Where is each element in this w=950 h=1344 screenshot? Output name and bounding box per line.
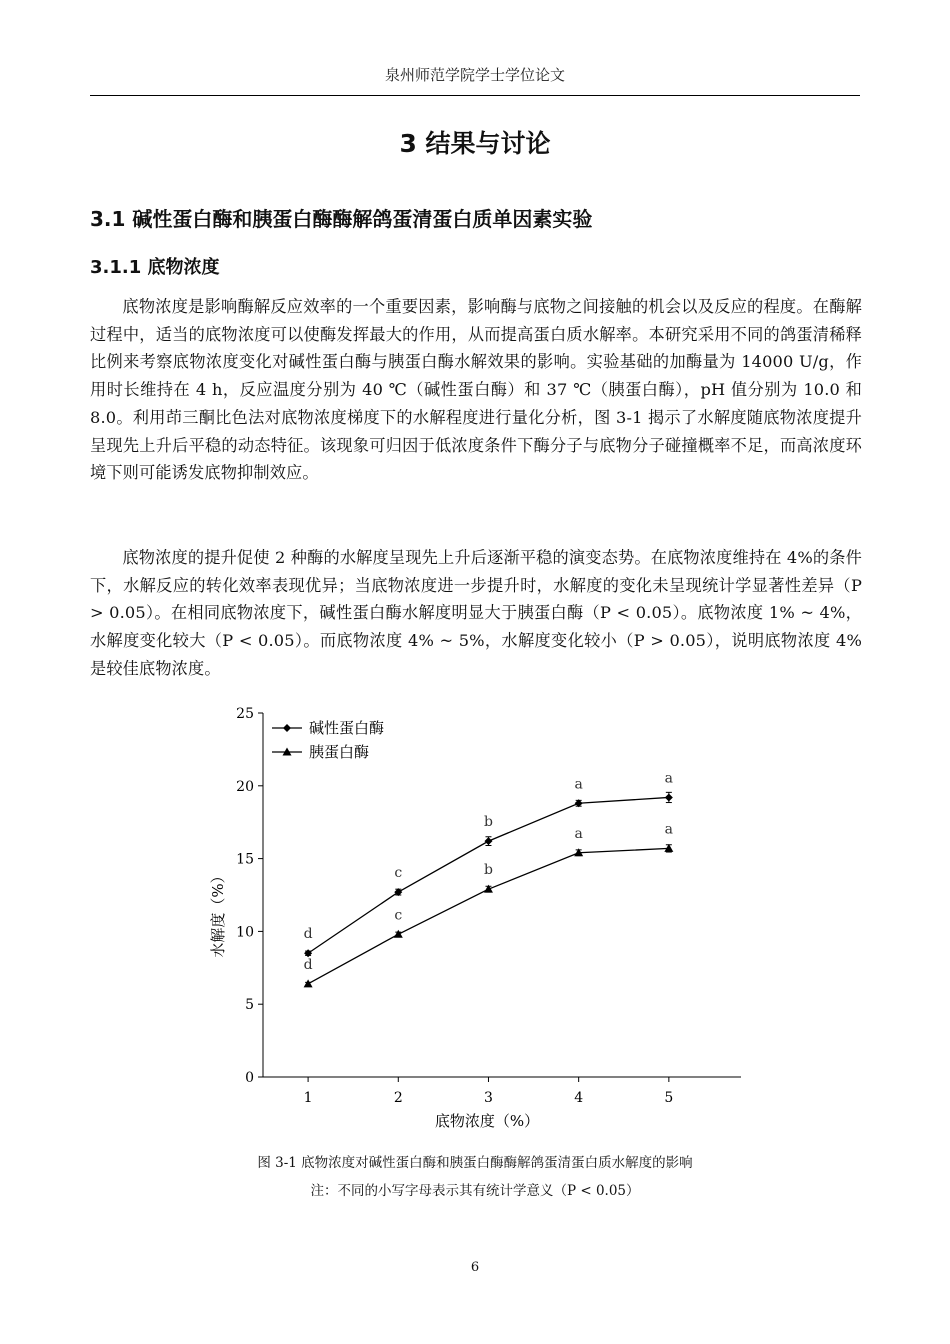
data-point-1 xyxy=(665,793,673,801)
significance-label: a xyxy=(664,770,674,787)
body-paragraph-1: 底物浓度是影响酶解反应效率的一个重要因素，影响酶与底物之间接触的机会以及反应的程度。在酶解过程中，适当的底物浓度可以使酶发挥最大的作用，从而提高蛋白质水解率。本研究采用不同的鸽蛋清稀释比例来考察底物浓度变化对碱性蛋白酶与胰蛋白酶水解效果的影响。实验基础的加酶量为 14000 U/g，作用时长维持在 4 h，反应温度分别为 40 ℃（碱性蛋白酶）和 37 ℃（胰蛋白酶），pH 值分别为 10.0 和 8.0。利用茚三酮比色法对底物浓度梯度下的水解程度进行量化分析，图 3-1 揭示了水解度随底物浓度提升呈现先上升后平稳的动态特征。该现象可归因于低浓度条件下酶分子与底物分子碰撞概率不足，而高浓度环境下则可能诱发底物抑制效应。 xyxy=(90,297,862,483)
figure-caption: 图 3-1 底物浓度对碱性蛋白酶和胰蛋白酶酶解鸽蛋清蛋白质水解度的影响 xyxy=(257,1155,693,1171)
section-title: 3.1 碱性蛋白酶和胰蛋白酶酶解鸽蛋清蛋白质单因素实验 xyxy=(90,207,593,231)
x-tick-label: 5 xyxy=(664,1090,674,1106)
page-header: 泉州师范学院学士学位论文 xyxy=(384,66,565,84)
significance-label: d xyxy=(303,956,313,973)
subsection-title: 3.1.1 底物浓度 xyxy=(90,257,220,278)
legend-label: 胰蛋白酶 xyxy=(309,743,370,761)
body-paragraph-2: 底物浓度的提升促使 2 种酶的水解度呈现先上升后逐渐平稳的演变态势。在底物浓度维持在 4%的条件下，水解反应的转化效率表现优异；当底物浓度进一步提升时，水解度的变化未呈现统计学显著性差异（P > 0.05）。在相同底物浓度下，碱性蛋白酶水解度明显大于胰蛋白酶（P < 0.05）。底物浓度 1% ~ 4%，水解度变化较大（P < 0.05）。而底物浓度 4% ~ 5%，水解度变化较小（P > 0.05），说明底物浓度 4%是较佳底物浓度。 xyxy=(90,548,862,678)
x-axis-label: 底物浓度（%） xyxy=(434,1112,540,1130)
x-tick-label: 4 xyxy=(574,1090,584,1106)
y-axis-label: 水解度（%） xyxy=(209,868,227,958)
significance-label: a xyxy=(574,825,583,842)
y-tick-label: 15 xyxy=(236,851,254,868)
legend-marker xyxy=(283,724,291,732)
significance-label: b xyxy=(483,862,493,879)
data-point-2 xyxy=(394,930,403,938)
data-point-2 xyxy=(304,979,313,987)
legend-label: 碱性蛋白酶 xyxy=(309,719,385,737)
y-tick-label: 5 xyxy=(245,997,254,1014)
significance-label: c xyxy=(394,907,403,924)
x-tick-label: 1 xyxy=(303,1090,313,1106)
y-tick-label: 20 xyxy=(236,778,254,795)
data-point-2 xyxy=(484,885,493,893)
figure-note: 注：不同的小写字母表示其有统计学意义（P < 0.05） xyxy=(310,1183,640,1199)
y-tick-label: 10 xyxy=(236,924,254,941)
significance-label: a xyxy=(574,776,583,793)
significance-label: a xyxy=(664,821,674,838)
significance-label: d xyxy=(303,926,313,943)
page-number: 6 xyxy=(470,1260,480,1275)
y-tick-label: 25 xyxy=(236,706,254,722)
data-point-2 xyxy=(664,844,673,852)
header-divider xyxy=(90,95,860,96)
hydrolysis-line-chart xyxy=(196,700,756,1140)
x-tick-label: 2 xyxy=(393,1090,403,1106)
data-point-1 xyxy=(484,837,492,845)
significance-label: c xyxy=(394,865,403,882)
y-tick-label: 0 xyxy=(245,1070,254,1086)
chapter-title: 3 结果与讨论 xyxy=(399,129,551,158)
significance-label: b xyxy=(483,814,493,831)
x-tick-label: 3 xyxy=(484,1090,493,1106)
